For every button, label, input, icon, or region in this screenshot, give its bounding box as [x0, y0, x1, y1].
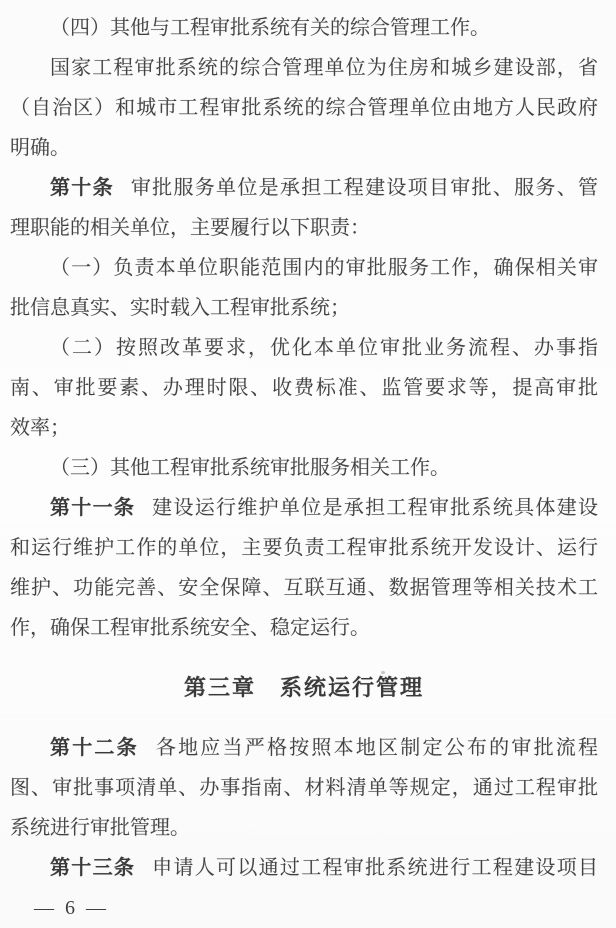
- line-text: 系统进行审批管理。: [10, 817, 190, 839]
- text-line: [10, 248, 598, 288]
- line-text: 图、审批事项清单、办事指南、材料清单等规定，通过工程审批: [10, 777, 598, 799]
- text-line: [10, 128, 598, 168]
- line-text: （一）负责本单位职能范围内的审批服务工作，确保相关审: [50, 257, 598, 279]
- article-number-label: 第十三条: [50, 857, 136, 879]
- text-line: [10, 208, 598, 248]
- line-text: 效率；: [10, 417, 70, 439]
- text-line: [10, 408, 598, 448]
- line-text: （自治区）和城市工程审批系统的综合管理单位由地方人民政府: [10, 97, 598, 119]
- line-text: 维护、功能完善、安全保障、互联互通、数据管理等相关技术工: [10, 577, 598, 599]
- text-line: [10, 848, 598, 888]
- text-line: [10, 568, 598, 608]
- line-text: 建设运行维护单位是承担工程审批系统具体建设: [152, 497, 598, 519]
- line-text: 申请人可以通过工程审批系统进行工程建设项目: [152, 857, 598, 879]
- scan-speck: [381, 671, 385, 674]
- text-line: [10, 8, 598, 48]
- line-text: 和运行维护工作的单位，主要负责工程审批系统开发设计、运行: [10, 537, 598, 559]
- line-text: 批信息真实、实时载入工程审批系统；: [10, 297, 350, 319]
- text-line: [10, 808, 598, 848]
- article-number-label: 第十一条: [50, 497, 136, 519]
- article-number-label: 第十条: [50, 177, 114, 199]
- article-number-label: 第十二条: [50, 737, 139, 759]
- text-line: [10, 488, 598, 528]
- line-text: （二）按照改革要求，优化本单位审批业务流程、办事指: [50, 337, 598, 359]
- text-line: [10, 88, 598, 128]
- text-line: [10, 528, 598, 568]
- chapter-heading: 第三章 系统运行管理: [183, 675, 424, 700]
- line-text: 理职能的相关单位，主要履行以下职责：: [10, 217, 370, 239]
- line-text: 国家工程审批系统的综合管理单位为住房和城乡建设部，省: [50, 57, 598, 79]
- text-line: [10, 728, 598, 768]
- text-line: [10, 328, 598, 368]
- text-line: [10, 288, 598, 328]
- text-line: [10, 608, 598, 648]
- page-number: — 6 —: [34, 897, 109, 919]
- text-line: [10, 48, 598, 88]
- text-line: [10, 168, 598, 208]
- line-text: 南、审批要素、办理时限、收费标准、监管要求等，提高审批: [10, 377, 598, 399]
- line-text: 各地应当严格按照本地区制定公布的审批流程: [155, 737, 598, 759]
- text-line: [10, 768, 598, 808]
- text-line: [10, 448, 598, 488]
- line-text: 明确。: [10, 137, 70, 159]
- line-text: （四）其他与工程审批系统有关的综合管理工作。: [50, 17, 490, 39]
- line-text: 作，确保工程审批系统安全、稳定运行。: [10, 617, 370, 639]
- text-line: [10, 368, 598, 408]
- line-text: （三）其他工程审批系统审批服务相关工作。: [50, 457, 450, 479]
- line-text: 审批服务单位是承担工程建设项目审批、服务、管: [130, 177, 598, 199]
